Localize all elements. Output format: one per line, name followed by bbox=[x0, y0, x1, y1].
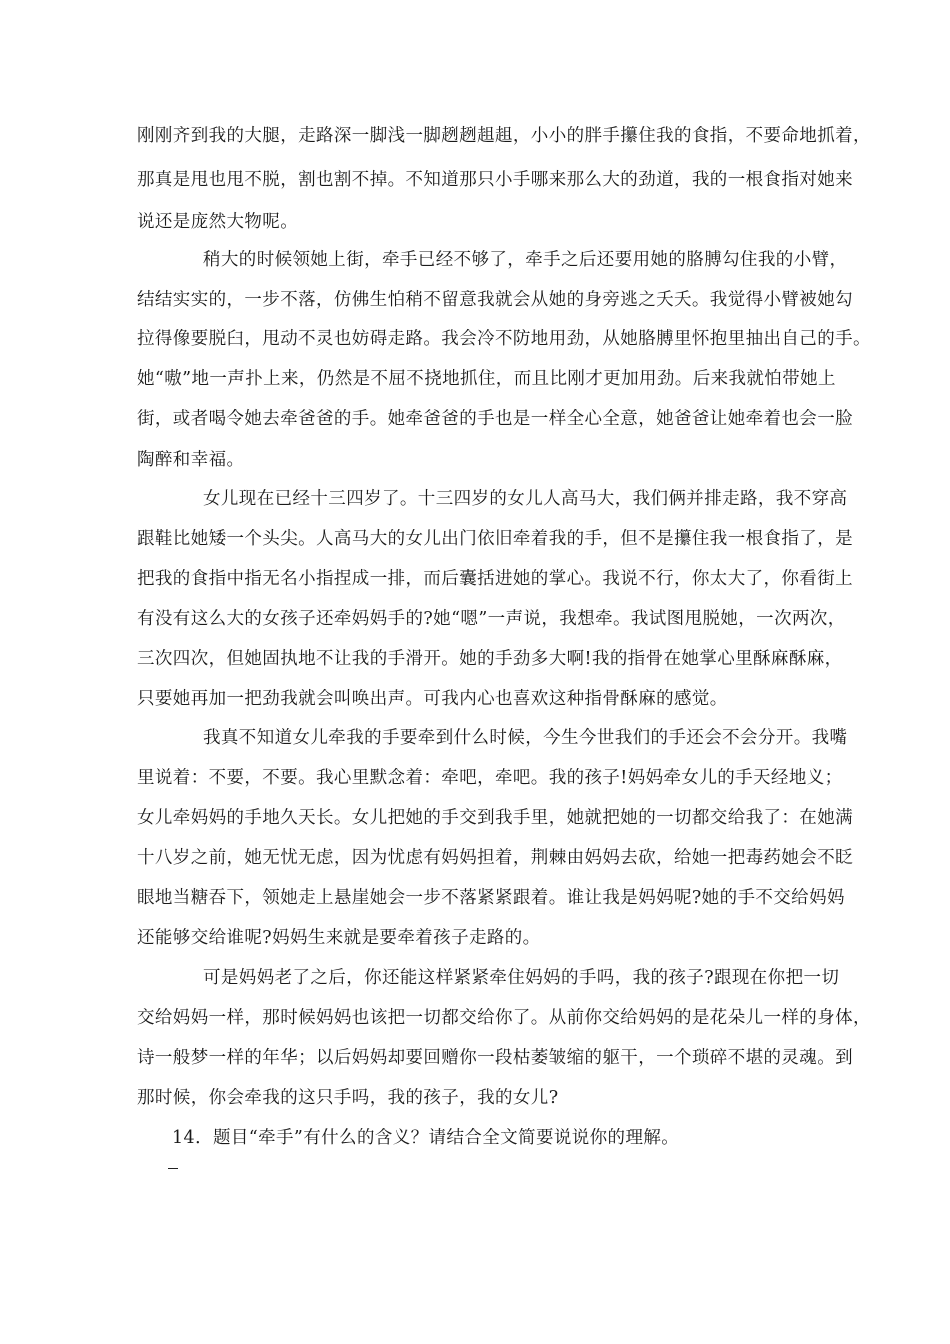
question-text: 14．题目“牵手”有什么的含义？请结合全文简要说说你的理解。 bbox=[172, 1128, 680, 1148]
text-line: 那真是甩也甩不脱，割也割不掉。不知道那只小手哪来那么大的劲道，我的一根食指对她来 bbox=[137, 170, 853, 190]
answer-line[interactable] bbox=[168, 1168, 178, 1169]
text-line: 交给妈妈一样，那时候妈妈也该把一切都交给你了。从前你交给妈妈的是花朵儿一样的身体， bbox=[137, 1008, 871, 1028]
text-line: 说还是庞然大物呢。 bbox=[137, 212, 299, 232]
text-line: 只要她再加一把劲我就会叫唤出声。可我内心也喜欢这种指骨酥麻的感觉。 bbox=[137, 689, 728, 709]
text-line: 我真不知道女儿牵我的手要牵到什么时候，今生今世我们的手还会不会分开。我嘴 bbox=[203, 728, 848, 748]
text-line: 眼地当糖吞下，领她走上悬崖她会一步不落紧紧跟着。谁让我是妈妈呢?她的手不交给妈妈 bbox=[137, 888, 845, 908]
text-line: 三次四次，但她固执地不让我的手滑开。她的手劲多大啊!我的指骨在她掌心里酥麻酥麻， bbox=[137, 649, 843, 669]
text-line: 跟鞋比她矮一个头尖。人高马大的女儿出门依旧牵着我的手，但不是攥住我一根食指了，是 bbox=[137, 529, 853, 549]
text-line: 稍大的时候领她上街，牵手已经不够了，牵手之后还要用她的胳膊勾住我的小臂， bbox=[203, 250, 848, 270]
text-line: 把我的食指中指无名小指捏成一排，而后囊括进她的掌心。我说不行，你太大了，你看街上 bbox=[137, 569, 853, 589]
text-line: 陶醉和幸福。 bbox=[137, 450, 245, 470]
text-line: 那时候，你会牵我的这只手吗，我的孩子，我的女儿? bbox=[137, 1088, 559, 1108]
text-line: 女儿现在已经十三四岁了。十三四岁的女儿人高马大，我们俩并排走路，我不穿高 bbox=[203, 489, 848, 509]
text-line: 结结实实的，一步不落，仿佛生怕稍不留意我就会从她的身旁逃之夭夭。我觉得小臂被她勾 bbox=[137, 290, 853, 310]
text-line: 刚刚齐到我的大腿，走路深一脚浅一脚趔趔趄趄，小小的胖手攥住我的食指，不要命地抓着， bbox=[137, 126, 871, 146]
text-line: 有没有这么大的女孩子还牵妈妈手的?她“嗯”一声说，我想牵。我试图甩脱她，一次两次， bbox=[137, 609, 846, 629]
text-line: 街，或者喝令她去牵爸爸的手。她牵爸爸的手也是一样全心全意，她爸爸让她牵着也会一脸 bbox=[137, 409, 853, 429]
text-line: 拉得像要脱臼，甩动不灵也妨碍走路。我会冷不防地用劲，从她胳膊里怀抱里抽出自己的手。 bbox=[137, 329, 871, 349]
text-line: 诗一般梦一样的年华；以后妈妈却要回赠你一段枯萎皱缩的躯干，一个琐碎不堪的灵魂。到 bbox=[137, 1048, 853, 1068]
text-line: 可是妈妈老了之后，你还能这样紧紧牵住妈妈的手吗，我的孩子?跟现在你把一切 bbox=[203, 968, 840, 988]
text-line: 女儿牵妈妈的手地久天长。女儿把她的手交到我手里，她就把她的一切都交给我了：在她满 bbox=[137, 808, 853, 828]
text-line: 十八岁之前，她无忧无虑，因为忧虑有妈妈担着，荆棘由妈妈去砍，给她一把毒药她会不眨 bbox=[137, 848, 853, 868]
text-line: 她“嗷”地一声扑上来，仍然是不屈不挠地抓住，而且比刚才更加用劲。后来我就怕带她上 bbox=[137, 369, 836, 389]
text-line: 还能够交给谁呢?妈妈生来就是要牵着孩子走路的。 bbox=[137, 928, 541, 948]
text-line: 里说着：不要，不要。我心里默念着：牵吧，牵吧。我的孩子!妈妈牵女儿的手天经地义； bbox=[137, 768, 843, 788]
